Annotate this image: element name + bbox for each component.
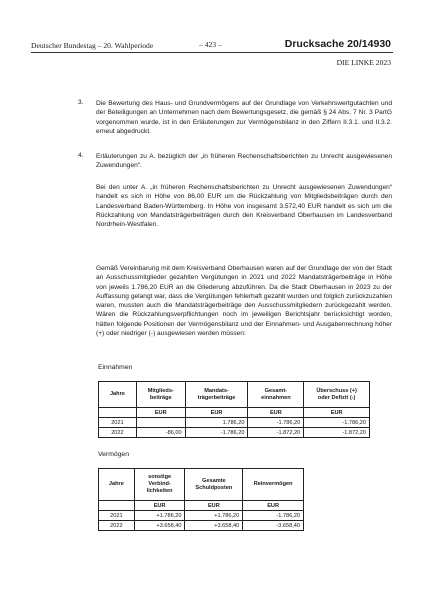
unit-cell: EUR — [136, 408, 185, 418]
table-header-row — [99, 382, 370, 408]
unit-cell: EUR — [243, 501, 304, 511]
value-cell: +3.658,40 — [185, 521, 243, 531]
unit-cell — [99, 501, 135, 511]
table-row — [99, 428, 370, 438]
unit-cell: EUR — [248, 408, 304, 418]
header-document-number — [285, 38, 391, 50]
col-header-gesamteinnahmen: Gesamt- einnahmen — [248, 382, 304, 408]
item-text-4: Erläuterungen zu A. bezüglich der „in früheren Rechenschaftsberichten zu Unrecht ausgewiesenen Zuwendungen“. — [96, 153, 392, 170]
col-header-mandatstraegerbeitraege: Mandats- trägerbeiträge — [185, 382, 248, 408]
table-row — [99, 521, 304, 531]
table-einnahmen — [98, 381, 370, 438]
year-cell: 2022 — [99, 428, 137, 438]
value-cell: -86,00 — [136, 428, 185, 438]
col-header-jahre: Jahre — [99, 382, 137, 408]
col-header-jahre: Jahre — [99, 469, 135, 501]
table-header-row — [99, 469, 304, 501]
unit-cell: EUR — [304, 408, 370, 418]
value-cell: -3.658,40 — [243, 521, 304, 531]
value-cell — [136, 418, 185, 428]
value-cell: +1.786,20 — [185, 511, 243, 521]
value-cell: -1.872,20 — [248, 428, 304, 438]
col-header-gesamte-schuldposten: Gesamte Schuldposten — [185, 469, 243, 501]
unit-cell: EUR — [185, 501, 243, 511]
table-row — [99, 511, 304, 521]
caption-vermoegen: Vermögen — [98, 451, 129, 458]
value-cell: 1.786,20 — [185, 418, 248, 428]
unit-cell — [99, 408, 137, 418]
table-row — [99, 418, 370, 428]
table-unit-row — [99, 408, 370, 418]
header-party: DIE LINKE 2023 — [336, 58, 391, 67]
value-cell: -1.872,20 — [304, 428, 370, 438]
year-cell: 2021 — [99, 511, 135, 521]
unit-cell: EUR — [185, 408, 248, 418]
value-cell: -1.786,20 — [243, 511, 304, 521]
value-cell: -1.786,20 — [304, 418, 370, 428]
value-cell: -1.786,20 — [185, 428, 248, 438]
value-cell: +3.658,40 — [134, 521, 185, 531]
header-page-number: – 423 – — [199, 40, 222, 49]
item-number-4: 4. — [78, 152, 84, 159]
col-header-sonstige-verbindlichkeiten: sonstige Verbind- lichkeiten — [134, 469, 185, 501]
paragraph-agreement: Gemäß Vereinbarung mit dem Kreisverband Oberhausen waren auf der Grundlage der von der Stadt an Ausschussmitglieder gezahlten Vergütungen in 2021 und 2022 Mandatsträgerbeiträge in Höhe von jeweils 1.786,20 EUR an die Gliederung abzuführen. Da die Stadt Oberhausen in 2023 zu der Auffassung gelangt war, dass die Vergütungen fehlerhaft gezahlt wurden und folglich zurückzuzahlen waren, mussten auch die Mandatsträgerbeiträge den Ausschussmitgliedern zurückgezahlt werden. Wären die Rückzahlungsverpflichtungen noch im jeweiligen Berichtsjahr berücksichtigt worden, hätten folgende Positionen der Vermögensbilanz und der Einnahmen- und Ausgabenrechnung höher (+) oder niedriger (-) ausgewiesen werden müssen: — [96, 265, 392, 338]
document-prefix: Drucksache 20/ — [284, 38, 362, 50]
header-rule — [31, 52, 393, 53]
item-number-3: 3. — [78, 99, 84, 106]
caption-einnahmen: Einnahmen — [98, 364, 133, 371]
value-cell: -1.786,20 — [248, 418, 304, 428]
col-header-mitgliedsbeitraege: Mitglieds- beiträge — [136, 382, 185, 408]
year-cell: 2021 — [99, 418, 137, 428]
col-header-reinvermoegen: Reinvermögen — [243, 469, 304, 501]
table-unit-row — [99, 501, 304, 511]
unit-cell: EUR — [134, 501, 185, 511]
year-cell: 2022 — [99, 521, 135, 531]
header-parliament-label: Deutscher Bundestag – 20. Wahlperiode — [31, 41, 154, 50]
item-text-3: Die Bewertung des Haus- und Grundvermögens auf der Grundlage von Verkehrswertgutachten und der Beteiligungen an Unternehmen nach dem Bewertungsgesetz, die gemäß § 24 Abs. 7 Nr. 3 PartG vorgenommen wurde, ist in den Erläuterungen zur Vermögensbilanz in den Ziffern II.3.1. und II.3.2. erneut abgedruckt. — [96, 100, 392, 135]
document-number: 14930 — [361, 38, 391, 50]
col-header-ueberschuss: Überschuss (+) oder Defizit (-) — [304, 382, 370, 408]
table-vermoegen — [98, 468, 304, 531]
value-cell: +1.786,20 — [134, 511, 185, 521]
paragraph-returns: Bei den unter A. „in früheren Rechenschaftsberichten zu Unrecht ausgewiesenen Zuwendungen“ handelt es sich in Höhe von 86,00 EUR um die Rückzahlung von Mitgliedsbeiträgen durch den Landesverband Baden-Württemberg. In Höhe von insgesamt 3.572,40 EUR handelt es sich um die Rückzahlung von Mandatsträgerbeiträgen durch den Kreisverband Oberhausen im Landesverband Nordrhein-Westfalen. — [96, 184, 392, 229]
